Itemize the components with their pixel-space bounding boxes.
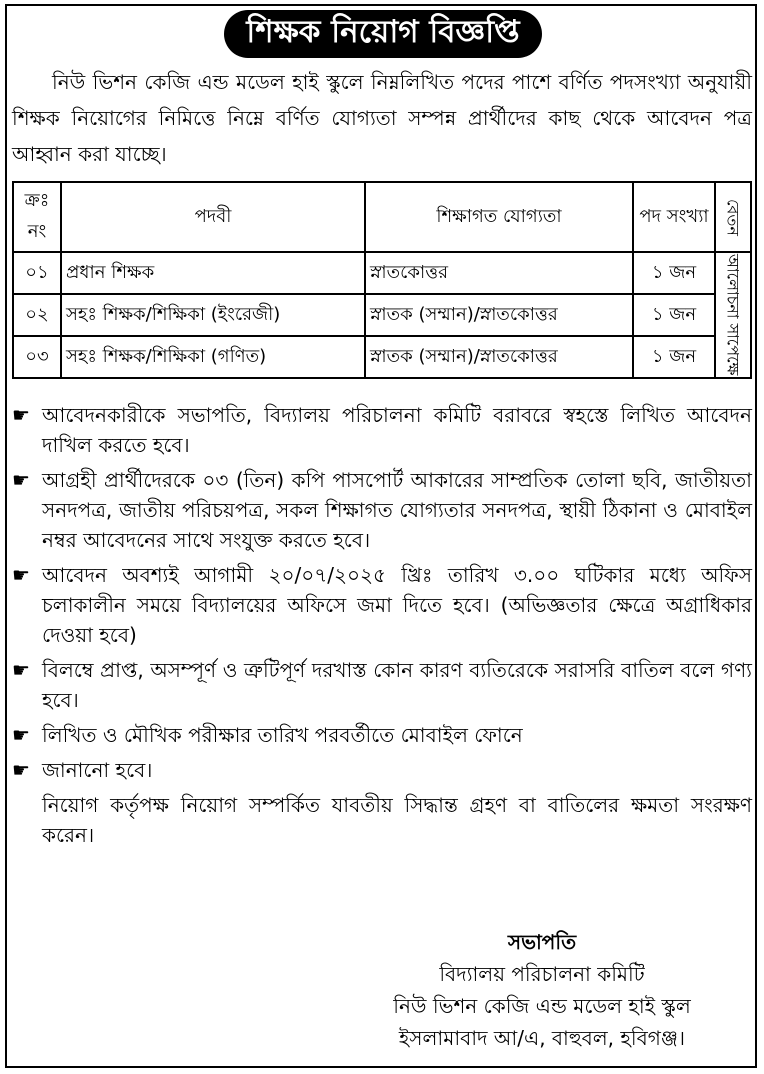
row-sl: ০২ xyxy=(13,294,61,336)
row-qualification: স্নাতকোত্তর xyxy=(365,252,633,294)
list-item-text: আগ্রহী প্রার্থীদেরকে ০৩ (তিন) কপি পাসপোর্ট আকারের সাম্প্রতিক তোলা ছবি, জাতীয়তা সনদপত্র, জাতীয় পরিচয়পত্র, সকল শিক্ষাগত যোগ্যতার সনদপত্র, স্থায়ী ঠিকানা ও মোবাইল নম্বর আবেদনের সাথে সংযুক্ত করতে হবে। xyxy=(42,468,752,552)
signatory-school: নিউ ভিশন কেজি এন্ড মডেল হাই স্কুল xyxy=(393,994,691,1018)
header-sl: ক্রঃ নং xyxy=(13,182,61,252)
row-post: সহঃ শিক্ষক/শিক্ষিকা (ইংরেজী) xyxy=(61,294,365,336)
row-sl: ০৩ xyxy=(13,336,61,378)
header-qualification: শিক্ষাগত যোগ্যতা xyxy=(365,182,633,252)
list-item-text: আবেদন অবশ্যই আগামী ২০/০৭/২০২৫ খ্রিঃ তারিখ ৩.০০ ঘটিকার মধ্যে অফিস চলাকালীন সময়ে বিদ্যালয়ের অফিসে জমা দিতে হবে। (অভিজ্ঞতার ক্ষেত্রে অগ্রাধিকার দেওয়া হবে) xyxy=(42,563,752,647)
pointing-hand-icon: ☛ xyxy=(12,563,30,587)
row-post: সহঃ শিক্ষক/শিক্ষিকা (গণিত) xyxy=(61,336,365,378)
list-item-text: বিলম্বে প্রাপ্ত, অসম্পূর্ণ ও ত্রুটিপূর্ণ দরখাস্ত কোন কারণ ব্যতিরেকে সরাসরি বাতিল বলে গণ্য হবে। xyxy=(42,658,752,712)
list-item-text: জানানো হবে। xyxy=(42,758,153,782)
list-item xyxy=(12,755,752,785)
row-count: ১ জন xyxy=(633,336,715,378)
header-count: পদ সংখ্যা xyxy=(633,182,715,252)
list-item xyxy=(12,655,752,715)
row-count: ১ জন xyxy=(633,252,715,294)
row-count: ১ জন xyxy=(633,294,715,336)
row-qualification: স্নাতক (সম্মান)/স্নাতকোত্তর xyxy=(365,294,633,336)
pay-note: আলোচনা সাপেক্ষে xyxy=(723,254,743,376)
row-post: প্রধান শিক্ষক xyxy=(61,252,365,294)
signatory-address: ইসলামাবাদ আ/এ, বাহুবল, হবিগঞ্জ। xyxy=(398,1026,686,1050)
pointing-hand-icon: ☛ xyxy=(12,758,30,782)
closing-note: নিয়োগ কর্তৃপক্ষ নিয়োগ সম্পর্কিত যাবতীয় সিদ্ধান্ত গ্রহণ বা বাতিলের ক্ষমতা সংরক্ষণ করেন। xyxy=(42,793,752,847)
signatory-role: সভাপতি xyxy=(507,930,577,954)
header-pay xyxy=(715,182,751,252)
list-item-text: আবেদনকারীকে সভাপতি, বিদ্যালয় পরিচালনা কমিটি বরাবরে স্বহস্তে লিখিত আবেদন দাখিল করতে হবে। xyxy=(42,403,752,457)
pointing-hand-icon: ☛ xyxy=(12,723,30,747)
list-item xyxy=(12,560,752,650)
pointing-hand-icon: ☛ xyxy=(12,403,30,427)
list-item xyxy=(12,400,752,460)
row-sl: ০১ xyxy=(13,252,61,294)
signatory-committee: বিদ্যালয় পরিচালনা কমিটি xyxy=(439,962,645,986)
pointing-hand-icon: ☛ xyxy=(12,658,30,682)
list-item xyxy=(12,465,752,555)
list-item-text: লিখিত ও মৌখিক পরীক্ষার তারিখ পরবর্তীতে মোবাইল ফোনে xyxy=(42,723,523,747)
notice-title: শিক্ষক নিয়োগ বিজ্ঞপ্তি xyxy=(224,10,542,58)
list-item xyxy=(12,720,752,750)
pointing-hand-icon: ☛ xyxy=(12,468,30,492)
header-pay-label: বেতন xyxy=(723,198,743,236)
table-row xyxy=(13,336,751,378)
header-post: পদবী xyxy=(61,182,365,252)
instructions-list xyxy=(12,400,752,850)
table-header-row xyxy=(13,182,751,252)
intro-paragraph: নিউ ভিশন কেজি এন্ড মডেল হাই স্কুলে নিম্নলিখিত পদের পাশে বর্ণিত পদসংখ্যা অনুযায়ী শিক্ষক নিয়োগের নিমিত্তে নিম্নে বর্ণিত যোগ্যতা সম্পন্ন প্রার্থীদের কাছ থেকে আবেদন পত্র আহ্বান করা যাচ্ছে। xyxy=(12,70,752,166)
vacancy-table xyxy=(12,181,752,379)
table-row xyxy=(13,294,751,336)
signature-block xyxy=(332,926,752,1054)
table-row xyxy=(13,252,751,294)
pay-note-cell xyxy=(715,252,751,378)
row-qualification: স্নাতক (সম্মান)/স্নাতকোত্তর xyxy=(365,336,633,378)
